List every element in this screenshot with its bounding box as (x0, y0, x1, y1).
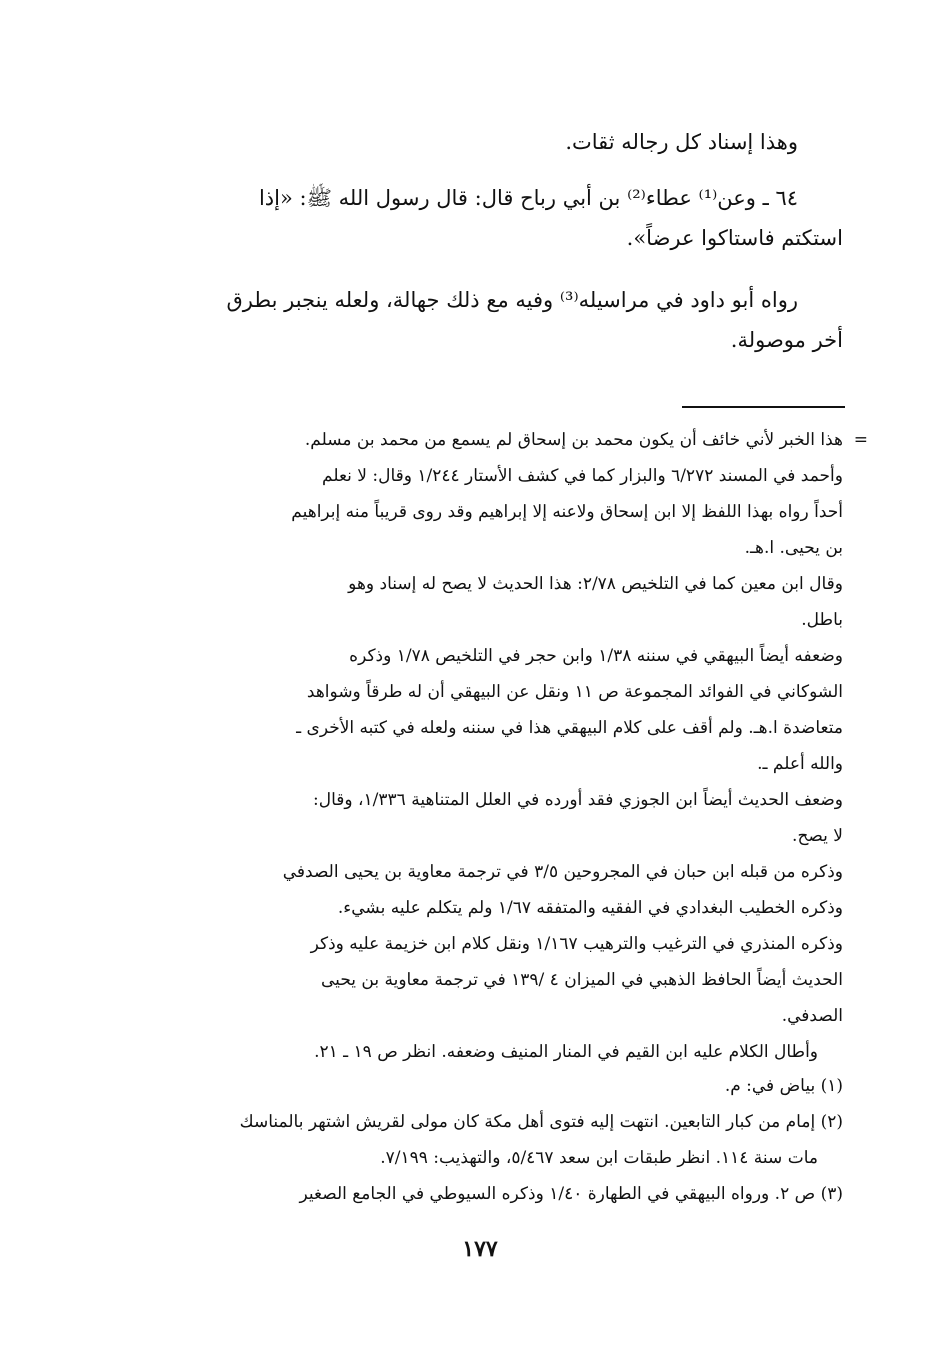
footnote-line: الشوكاني في الفوائد المجموعة ص ١١ ونقل عن البيهقي أن له طرقاً وشواهد (306, 682, 843, 702)
footnote-2-line-2: مات سنة ١١٤. انظر طبقات ابن سعد ٥/٤٦٧، والتهذيب: ٧/١٩٩. (380, 1148, 818, 1168)
footnote-line: وضعفه أيضاً البيهقي في سننه ١/٣٨ وابن حجر في التلخيص ١/٧٨ وذكره (349, 646, 843, 666)
footnote-line: أحداً رواه بهذا اللفظ إلا ابن إسحاق ولاعنه إلا إبراهيم وقد روى قريباً منه إبراهيم (291, 502, 843, 522)
page-number: ١٧٧ (462, 1236, 498, 1262)
commentary-line-1: رواه أبو داود في مراسيله⁽³⁾ وفيه مع ذلك جهالة، ولعله ينجبر بطرق (226, 288, 798, 312)
footnote-line: وذكره المنذري في الترغيب والترهيب ١/١٦٧ ونقل كلام ابن خزيمة عليه وذكر (310, 934, 843, 954)
main-paragraph-2 (143, 178, 843, 258)
footnote-line: وذكره من قبله ابن حبان في المجروحين ٣/٥ في ترجمة معاوية بن يحيى الصدفي (282, 862, 843, 882)
footnote-1: (١) بياض في: م. (724, 1076, 843, 1096)
footnote-3: (٣) ص ٢. ورواه البيهقي في الطهارة ١/٤٠ وذكره السيوطي في الجامع الصغير (299, 1184, 843, 1204)
footnote-line: والله أعلم ـ. (757, 754, 843, 774)
main-paragraph-3 (143, 280, 843, 360)
footnote-line: وضعف الحديث أيضاً ابن الجوزي فقد أورده في العلل المتناهية ١/٣٣٦، وقال: (313, 790, 843, 810)
footnote-line: باطل. (801, 610, 843, 630)
commentary-line-2: أخر موصولة. (730, 328, 843, 352)
main-line: وهذا إسناد كل رجاله ثقات. (565, 130, 798, 154)
footnote-line: بن يحيى. ا.هـ. (744, 538, 843, 558)
footnote-line: وأطال الكلام عليه ابن القيم في المنار المنيف وضعفه. انظر ص ١٩ ـ ٢١. (314, 1042, 818, 1062)
numbered-footnotes (143, 1068, 843, 1212)
footnote-continuation (143, 422, 868, 1070)
hadith-line-2: استكتم فاستاكوا عرضاً». (626, 226, 843, 250)
footnote-separator (682, 406, 845, 408)
footnote-line: هذا الخبر لأني خائف أن يكون محمد بن إسحاق لم يسمع من محمد بن مسلم. (304, 430, 843, 450)
footnote-line: وذكره الخطيب البغدادي في الفقيه والمتفقه ١/٦٧ ولم يتكلم عليه بشيء. (337, 898, 843, 918)
continuation-mark: = (853, 430, 868, 450)
footnote-line: وقال ابن معين كما في التلخيص ٢/٧٨: هذا الحديث لا يصح له إسناد وهو (348, 574, 843, 594)
footnote-line: متعاضدة ا.هـ. ولم أقف على كلام البيهقي هذا في سننه ولعله في كتبه الأخرى ـ (296, 718, 843, 738)
footnote-2-line-1: (٢) إمام من كبار التابعين. انتهت إليه فتوى أهل مكة كان مولى لقريش اشتهر بالمناسك (239, 1112, 843, 1132)
footnote-line: لا يصح. (792, 826, 843, 846)
main-paragraph-1 (98, 122, 843, 162)
footnote-line: الحديث أيضاً الحافظ الذهبي في الميزان ٤ /١٣٩ في ترجمة معاوية بن يحيى (321, 970, 843, 990)
footnote-line: وأحمد في المسند ٦/٢٧٢ والبزار كما في كشف الأستار ١/٢٤٤ وقال: لا نعلم (322, 466, 843, 486)
hadith-line-1: ٦٤ ـ وعن⁽¹⁾ عطاء⁽²⁾ بن أبي رباح قال: قال رسول الله ﷺ: «إذا (258, 186, 798, 210)
footnote-line: الصدفي. (781, 1006, 843, 1026)
